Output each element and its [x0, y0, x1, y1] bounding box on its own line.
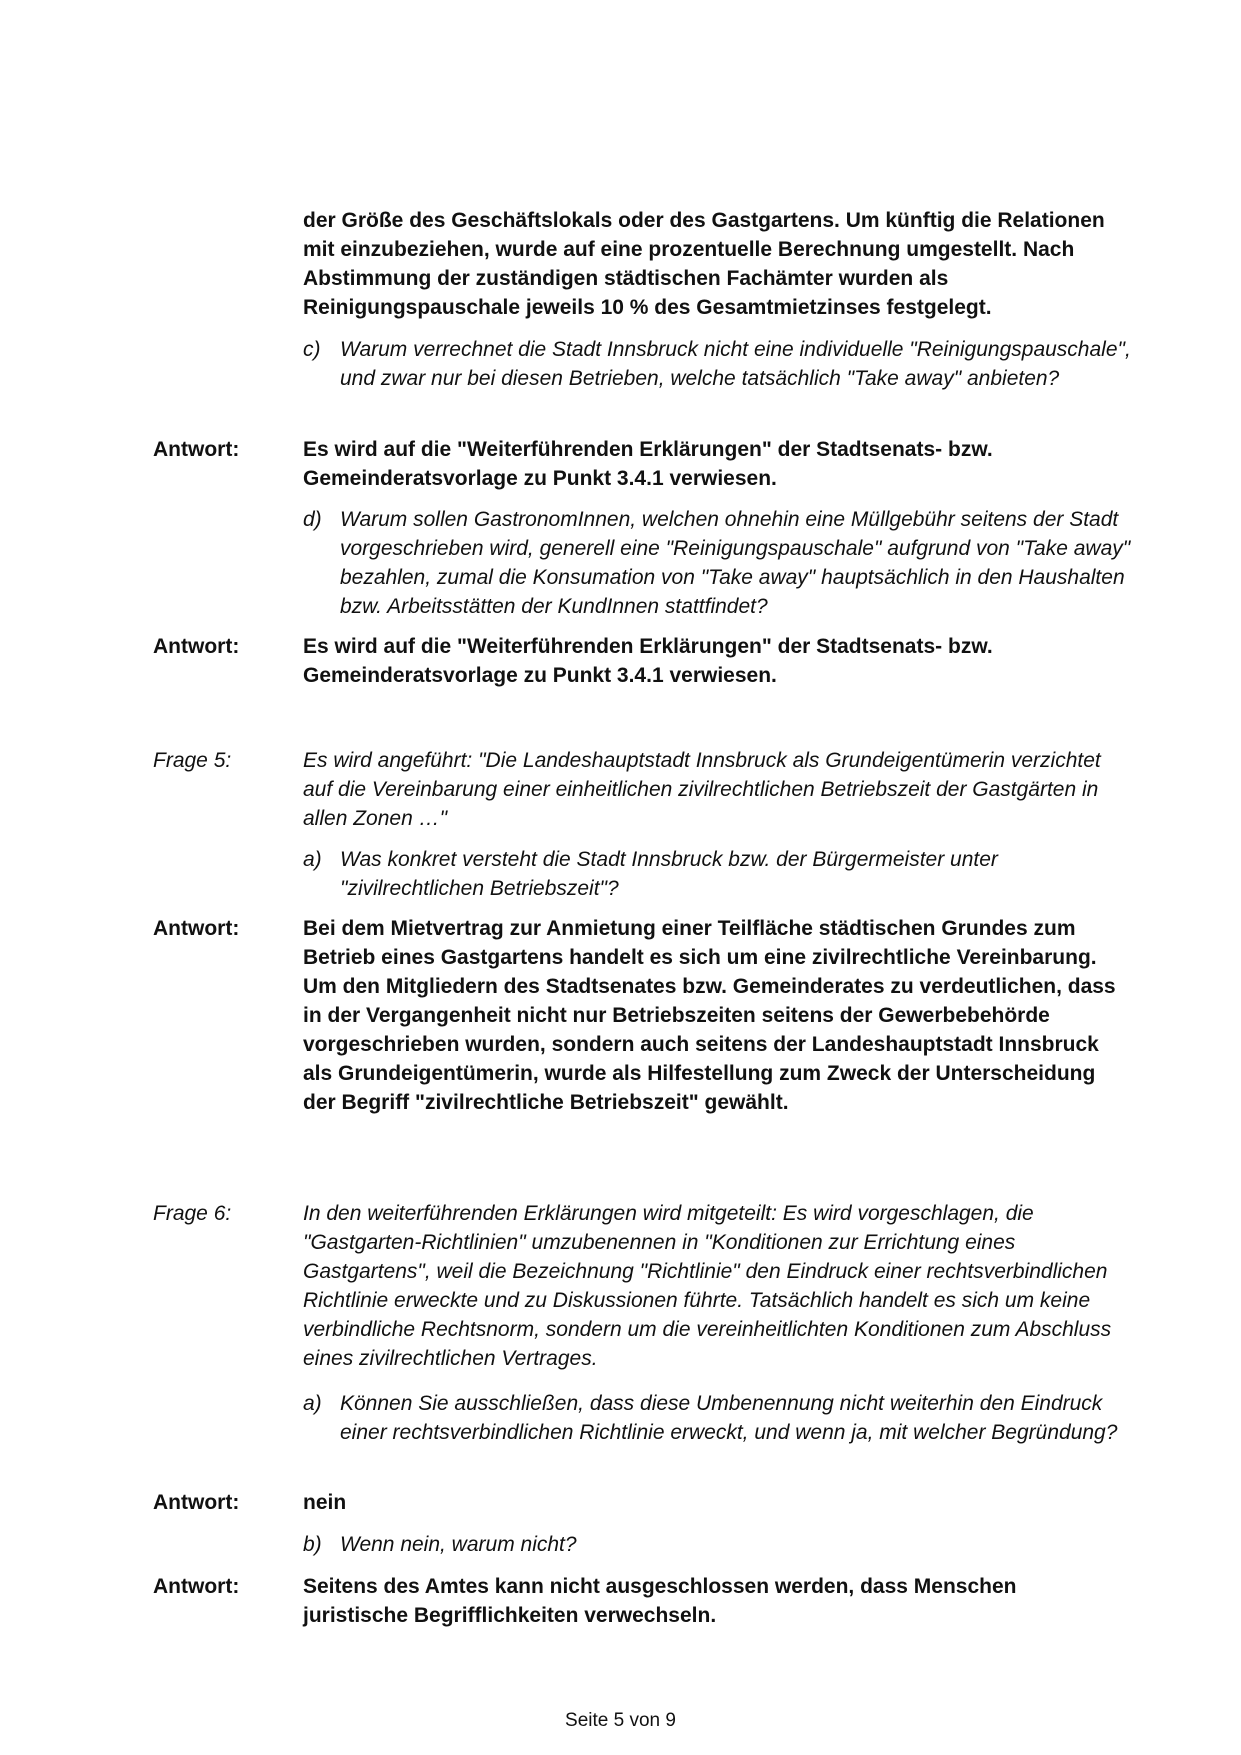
- page-number: Seite 5 von 9: [565, 1710, 676, 1731]
- item-letter: a): [303, 848, 322, 871]
- answer-label: Antwort:: [153, 1575, 240, 1598]
- answer-label: Antwort:: [153, 438, 240, 461]
- answer-5a: Bei dem Mietvertrag zur Anmietung einer Teilfläche städtischen Grundes zum Betrieb eines Gastgartens handelt es sich um eine zivilrechtliche Vereinbarung. Um den Mitgliedern des Stadtsenates bzw. Gemeinderates zu verdeutlichen, dass in der Vergangenheit nicht nur Betriebszeiten seitens der Gewerbebehörde vorgeschrieben wurden, sondern auch seitens der Landeshauptstadt Innsbruck als Grundeigentümerin, wurde als Hilfestellung zum Zweck der Unterscheidung der Begriff "zivilrechtliche Betriebszeit" gewählt.: [303, 917, 1116, 1114]
- question-6a: [303, 1389, 1133, 1447]
- question-5: Es wird angeführt: "Die Landeshauptstadt Innsbruck als Grundeigentümerin verzichtet auf die Vereinbarung einer einheitlichen zivilrechtlichen Betriebszeit der Gastgärten in allen Zonen …": [303, 749, 1101, 830]
- question-6: In den weiterführenden Erklärungen wird mitgeteilt: Es wird vorgeschlagen, die "Gastgarten-Richtlinien" umzubenennen in "Konditionen zur Errichtung eines Gastgartens", weil die Bezeichnung "Richtlinie" den Eindruck einer rechtsverbindlichen Richtlinie erweckte und zu Diskussionen führte. Tatsächlich handelt es sich um keine verbindliche Rechtsnorm, sondern um die vereinheitlichten Konditionen zum Abschluss eines zivilrechtlichen Vertrages.: [303, 1202, 1112, 1370]
- question-text: Wenn nein, warum nicht?: [340, 1533, 577, 1556]
- question-text: Warum verrechnet die Stadt Innsbruck nicht eine individuelle "Reinigungspauschale", und zwar nur bei diesen Betrieben, welche tatsächlich "Take away" anbieten?: [340, 338, 1131, 390]
- question-4c: [303, 335, 1133, 393]
- question-text: Was konkret versteht die Stadt Innsbruck bzw. der Bürgermeister unter "zivilrechtlichen Betriebszeit"?: [340, 848, 998, 900]
- answer-label: Antwort:: [153, 635, 240, 658]
- answer-6a: nein: [303, 1491, 347, 1514]
- item-letter: b): [303, 1533, 322, 1556]
- answer-4d: Es wird auf die "Weiterführenden Erklärungen" der Stadtsenats- bzw. Gemeinderatsvorlage zu Punkt 3.4.1 verwiesen.: [303, 635, 993, 687]
- question-text: Warum sollen GastronomInnen, welchen ohnehin eine Müllgebühr seitens der Stadt vorgeschrieben wird, generell eine "Reinigungspauschale" aufgrund von "Take away" bezahlen, zumal die Konsumation von "Take away" hauptsächlich in den Haushalten bzw. Arbeitsstätten der KundInnen stattfindet?: [340, 508, 1131, 618]
- question-label: Frage 5:: [153, 749, 232, 772]
- question-6b: [303, 1530, 1133, 1559]
- item-letter: c): [303, 338, 321, 361]
- question-4d: [303, 505, 1133, 621]
- question-label: Frage 6:: [153, 1202, 232, 1225]
- question-5a: [303, 845, 1133, 903]
- answer-label: Antwort:: [153, 917, 240, 940]
- item-letter: a): [303, 1392, 322, 1415]
- question-text: Können Sie ausschließen, dass diese Umbenennung nicht weiterhin den Eindruck einer rechtsverbindlichen Richtlinie erweckt, und wenn ja, mit welcher Begründung?: [340, 1392, 1118, 1444]
- answer-continuation: der Größe des Geschäftslokals oder des Gastgartens. Um künftig die Relationen mit einzubeziehen, wurde auf eine prozentuelle Berechnung umgestellt. Nach Abstimmung der zuständigen städtischen Fachämter wurden als Reinigungspauschale jeweils 10 % des Gesamtmietzinses festgelegt.: [303, 209, 1105, 319]
- answer-6b: Seitens des Amtes kann nicht ausgeschlossen werden, dass Menschen juristische Begrifflichkeiten verwechseln.: [303, 1575, 1017, 1627]
- item-letter: d): [303, 508, 322, 531]
- answer-label: Antwort:: [153, 1491, 240, 1514]
- answer-4c: Es wird auf die "Weiterführenden Erklärungen" der Stadtsenats- bzw. Gemeinderatsvorlage zu Punkt 3.4.1 verwiesen.: [303, 438, 993, 490]
